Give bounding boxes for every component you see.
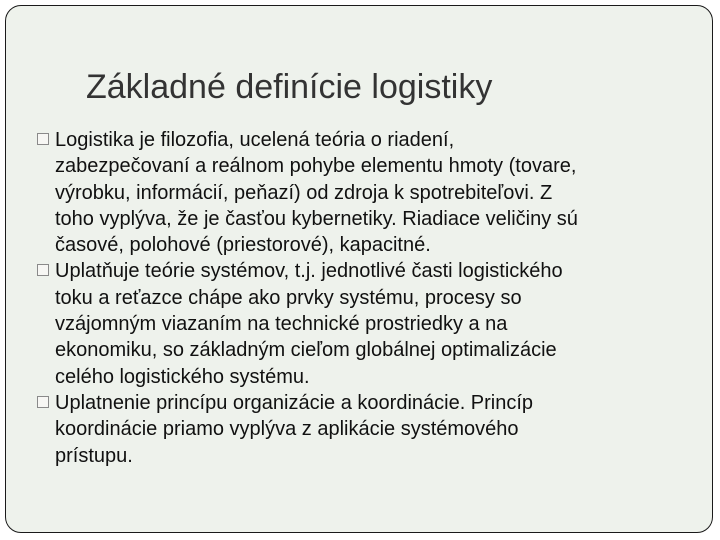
- bullet-text-line: Uplatňuje teórie systémov, t.j. jednotlivé časti logistického: [55, 260, 563, 283]
- bullet-text-line: celého logistického systému.: [55, 365, 310, 388]
- bullet-text-line: toku a reťazce chápe ako prvky systému, procesy so: [55, 286, 522, 309]
- bullet-item: [37, 390, 709, 469]
- square-bullet-icon: [37, 396, 49, 408]
- bullet-text-line: prístupu.: [55, 444, 133, 467]
- bullet-text-line: ekonomiku, so základným cieľom globálnej optimalizácie: [55, 339, 557, 362]
- bullet-text-line: Logistika je filozofia, ucelená teória o riadení,: [55, 129, 455, 151]
- bullet-text-line: Uplatnenie princípu organizácie a koordinácie. Princíp: [55, 391, 534, 414]
- slide-title: Základné definície logistiky: [86, 68, 493, 106]
- bullet-text-line: časové, polohové (priestorové), kapacitné.: [55, 234, 431, 257]
- square-bullet-icon: [37, 133, 49, 145]
- bullet-text-line: toho vyplýva, že je časťou kybernetiky. Riadiace veličiny sú: [55, 207, 578, 230]
- bullet-text-line: vzájomným viazaním na technické prostriedky a na: [55, 313, 508, 336]
- bullet-item: [37, 258, 709, 389]
- square-bullet-icon: [37, 264, 49, 276]
- slide-frame: [5, 5, 713, 533]
- bullet-text-line: výrobku, informácií, peňazí) od zdroja k spotrebiteľovi. Z: [55, 181, 553, 204]
- bullet-item: [37, 127, 709, 258]
- bullet-text-line: koordinácie priamo vyplýva z aplikácie systémového: [55, 418, 519, 441]
- bullet-text-line: zabezpečovaní a reálnom pohybe elementu hmoty (tovare,: [55, 155, 577, 178]
- bullet-list: [37, 127, 709, 469]
